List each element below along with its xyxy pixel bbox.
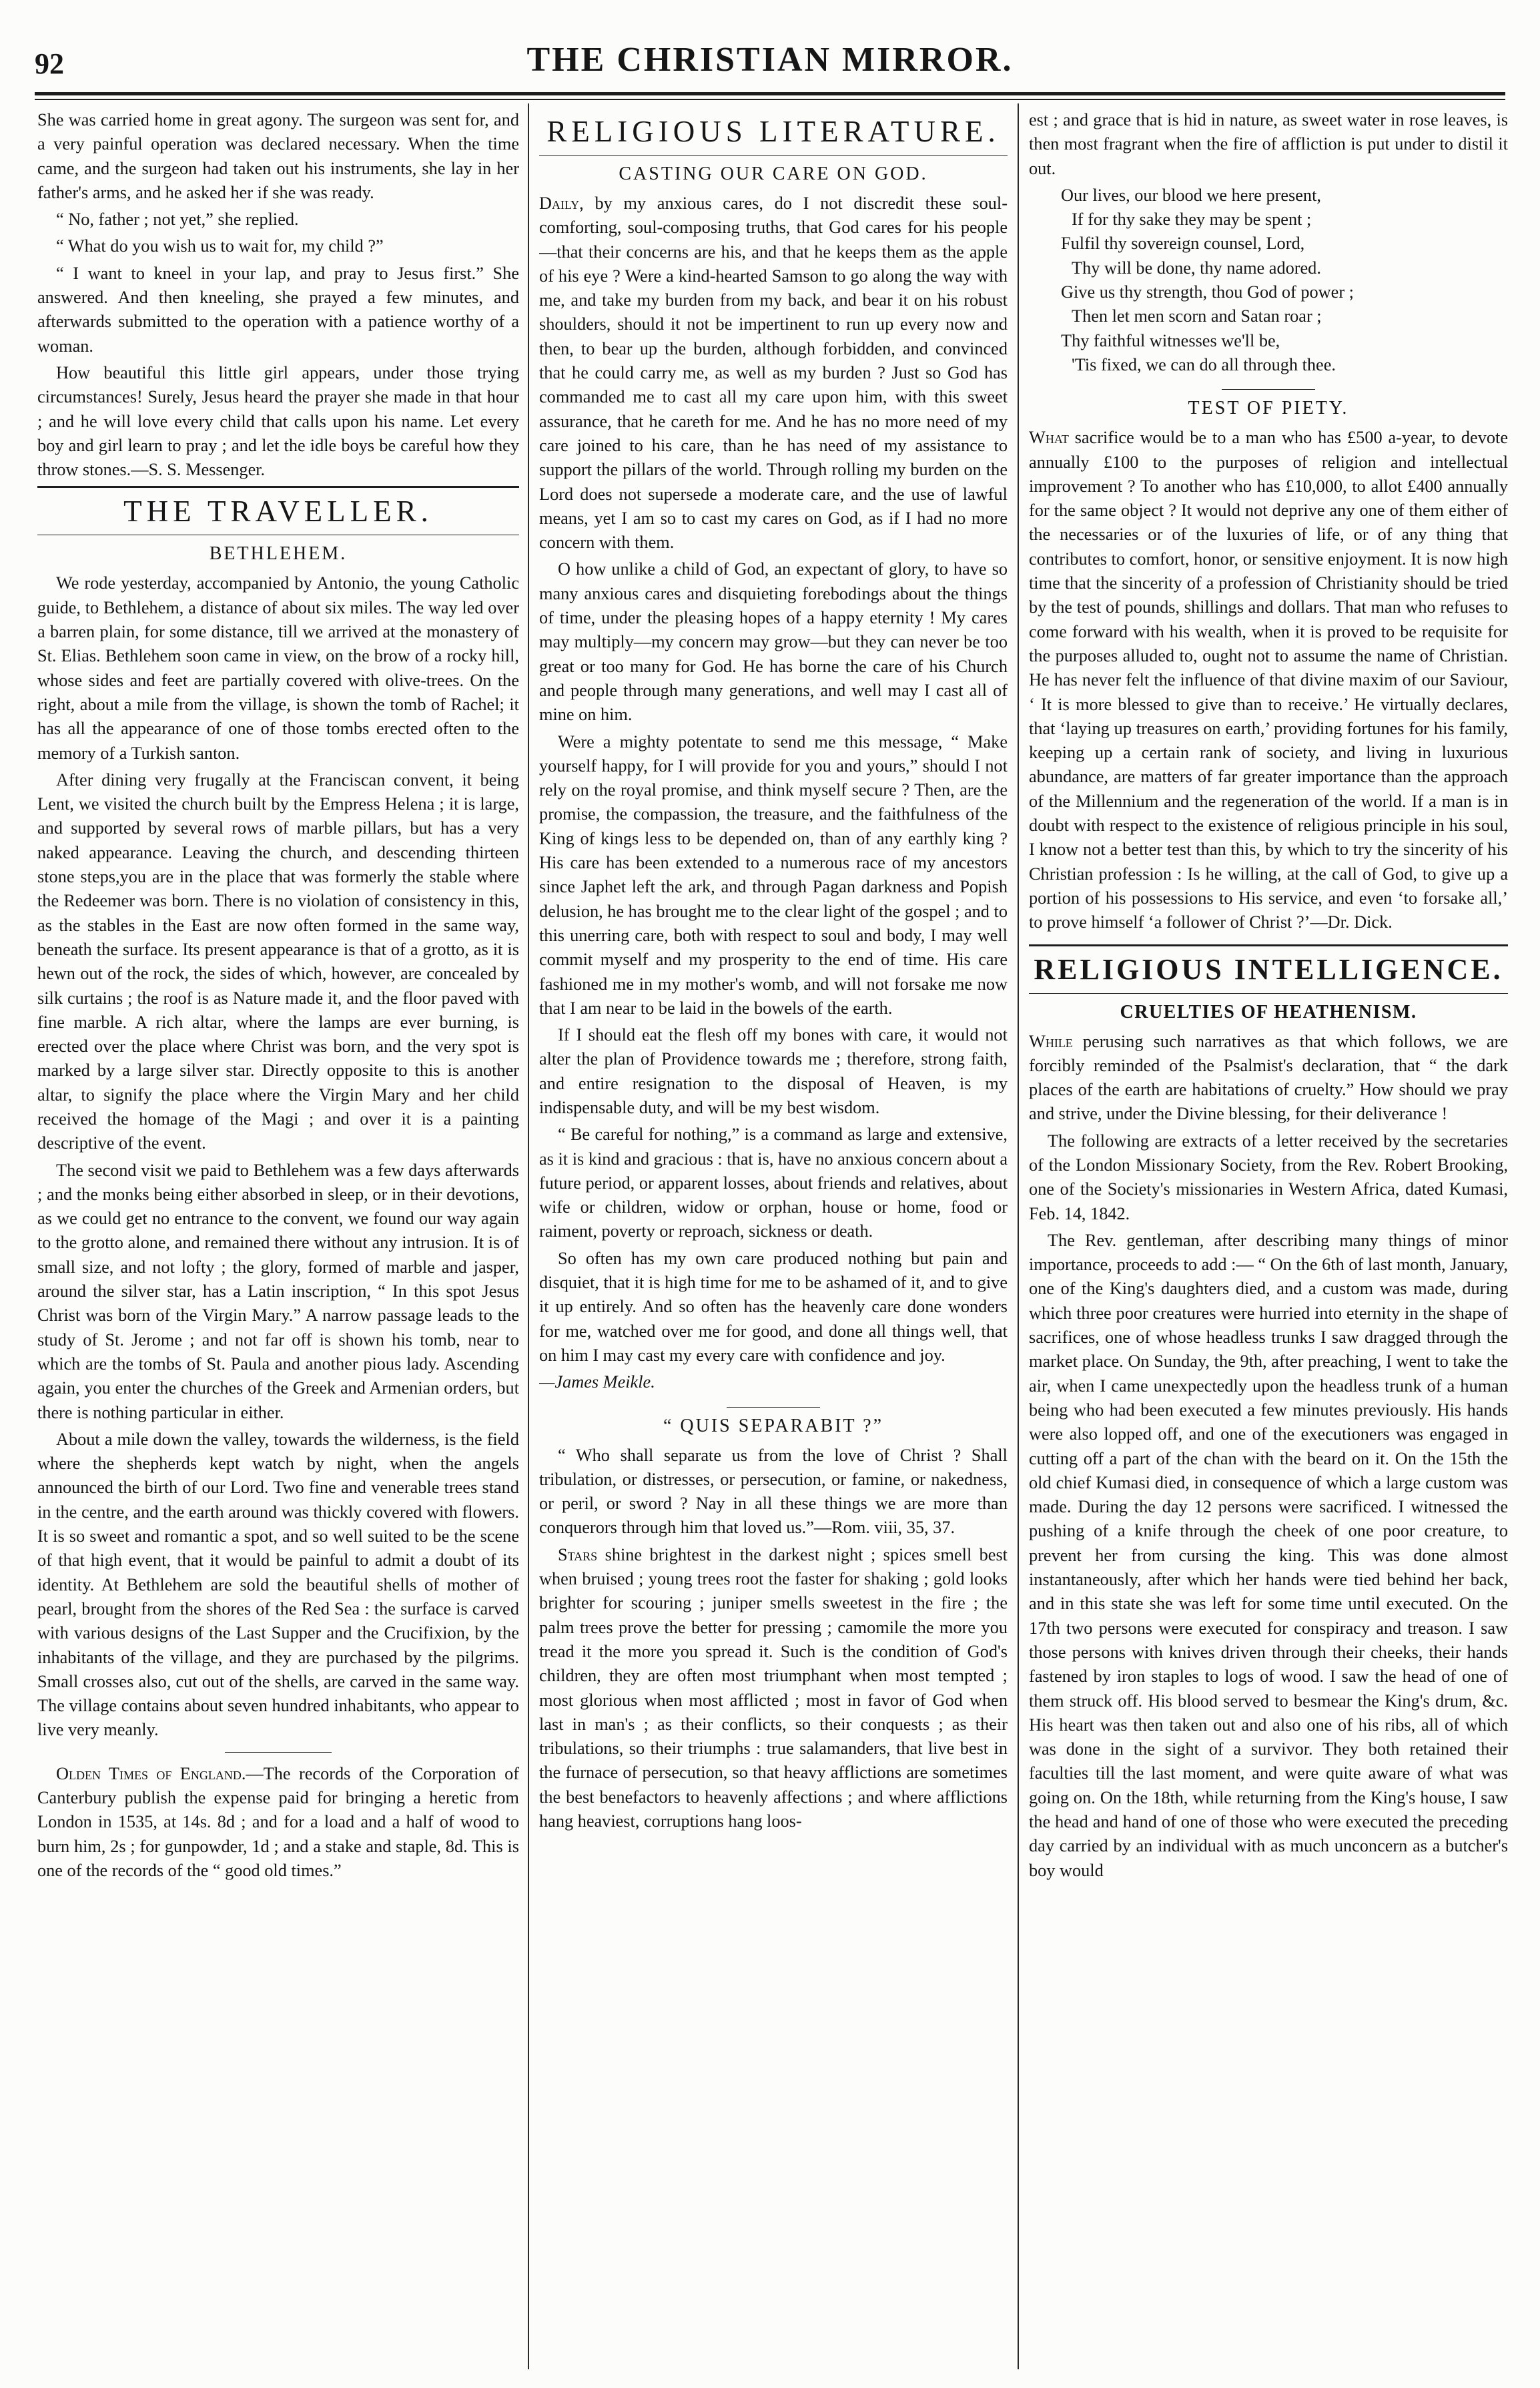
stars-paragraph (539, 1543, 1008, 1834)
newspaper-title: THE CHRISTIAN MIRROR. (526, 41, 1014, 79)
olden-times-text: —The records of the Corporation of Canterbury publish the expense paid for bringing a heretic from London in 1535, at 14s. 8d ; and for a load and a half of wood to burn him, 2s ; for gunpowder, 1d ; and a stake and staple, 8d. This is one of the records of the “ good old times.” (37, 1763, 519, 1880)
article-title-test-of-piety: TEST OF PIETY. (1188, 398, 1349, 419)
separator-rule (1222, 389, 1315, 390)
section-rule (37, 486, 519, 488)
verse-line: Our lives, our blood we here present, (1061, 185, 1321, 205)
section-title-traveller: THE TRAVELLER. (123, 495, 433, 529)
while-text: perusing such narratives as that which follows, we are forcibly reminded of the Psalmist's declaration, that “ the dark places of the earth are habitations of cruelty.” How should we pray and strive, under the Divine blessing, for their deliverance ! (1029, 1031, 1508, 1124)
verse-line: Thy will be done, thy name adored. (1072, 258, 1321, 278)
article-title-quis-separabit: “ QUIS SEPARABIT ?” (663, 1415, 883, 1436)
column-divider-2 (1018, 103, 1019, 2369)
verse-line: Then let men scorn and Satan roar ; (1072, 306, 1322, 326)
daily-text: by my anxious cares, do I not discredit these soul-comforting, soul-composing truths, that God cares for his people—that their concerns are his, and that he keeps them as the apple of his eye ? Were a kind-hearted Samson to go along the way with me, and take my burden from my back, and bear it on his robust shoulders, should it not be impertinent to run up every now and then, to bear up the burden, although forbidden, and convinced that he could carry me, as well as my burden ? Just so God has commanded me to cast all my care upon him, with this sweet assurance, that he careth for me. And he has no more need of my care joined to his care, than he has need of my assistance to support the pillars of the world. Through rolling my burden on the Lord does not supersede a moderate care, and the use of lawful means, yet I am so to cast my cares on God, as if I had no more concern with them. (539, 194, 1008, 553)
quis-paragraph: “ Who shall separate us from the love of Christ ? Shall tribulation, or distresses, or persecution, or famine, or nakedness, or peril, or sword ? Nay in all these things we are more than conquerors through him that loved us.”—Rom. viii, 35, 37. (539, 1445, 1008, 1538)
while-lead: While (1029, 1031, 1073, 1051)
verse-line: If for thy sake they may be spent ; (1072, 210, 1312, 230)
story-paragraph: “ I want to kneel in your lap, and pray to Jesus first.” She answered. And then kneeling, she prayed a few minutes, and afterwards submitted to the operation with a patience worthy of a woman. (37, 263, 519, 356)
article-paragraph: About a mile down the valley, towards the wilderness, is the field where the shepherds kept watch by night, when the angels announced the birth of our Lord. Two fine and venerable trees stand in the centre, and the earth around was thickly covered with flowers. It is so sweet and romantic a spot, and so well suited to be the scene of that high event, that it would be painful to admit a doubt of its identity. At Bethlehem are sold the beautiful shells of mother of pearl, brought from the shores of the Red Sea : the surface is carved with various designs of the Last Supper and the Crucifixion, by the inhabitants of the village, and they are purchased by the pilgrims. Small crosses also, cut out of the shells, are carved in the same way. The village contains about seven hundred inhabitants, who appear to live very meanly. (37, 1429, 519, 1740)
header-rule (35, 92, 1505, 95)
continued-paragraph: est ; and grace that is hid in nature, as sweet water in rose leaves, is then most fragrant when the fire of affliction is put under to distil it out. (1029, 110, 1508, 178)
verse-line: Thy faithful witnesses we'll be, (1061, 330, 1280, 350)
article-title-cruelties: CRUELTIES OF HEATHENISM. (1120, 1001, 1417, 1022)
article-paragraph: O how unlike a child of God, an expectant of glory, to have so many anxious cares and disquieting forebodings about the things of time, under the pleasing hopes of a happy eternity ! My cares may multiply—my concern may grow—but they can never be too great or too many for God. He has borne the care of his Church and people through many generations, and well may I cast all of mine on him. (539, 559, 1008, 725)
story-paragraph: She was carried home in great agony. The surgeon was sent for, and a very painful operation was declared necessary. When the time came, and the surgeon had taken out his instruments, she lay in her father's arms, and he asked her if she was ready. (37, 110, 519, 202)
article-title-bethlehem: BETHLEHEM. (209, 543, 348, 565)
article-paragraph: We rode yesterday, accompanied by Antonio, the young Catholic guide, to Bethlehem, a distance of about six miles. The way led over a barren plain, for some distance, till we arrived at the monastery of St. Elias. Bethlehem soon came in view, on the brow of a rocky hill, whose sides and feet are partially covered with olive-trees. On the right, about a mile from the village, is shown the tomb of Rachel; it has all the appearance of one of those tombs erected often to the memory of a Turkish santon. (37, 573, 519, 763)
olden-times-paragraph (37, 1762, 519, 1883)
page-number: 92 (35, 47, 64, 80)
column-divider-1 (528, 103, 529, 2369)
article-paragraph (1029, 1030, 1508, 1127)
column-3 (1029, 108, 1508, 2375)
article-paragraph: The second visit we paid to Bethlehem was a few days afterwards ; and the monks being either absorbed in sleep, or in their devotions, as we could get no entrance to the convent, we found our way again to the grotto alone, and remained there without any intrusion. It is of small size, and not lofty ; the glory, formed of marble and jasper, around the silver star, has a Latin inscription, “ In this spot Jesus Christ was born of the Virgin Mary.” A narrow passage leads to the study of St. Jerome ; and not far off is shown his tomb, near to which are the tombs of St. Paula and another pious lady. Ascending again, you enter the churches of the Greek and Armenian orders, but there is nothing particular in either. (37, 1160, 519, 1422)
article-paragraph: Were a mighty potentate to send me this message, “ Make yourself happy, for I will provide for you and yours,” should I not rely on the royal promise, and think myself secure ? Then, are the promise, the compassion, the treasure, and the faithfulness of the King of kings less to be depended on, than of any earthly king ? His care has been extended to a numerous race of my ancestors since Japhet left the ark, and through Pagan darkness and Popish delusion, he has brought me to the clear light of the gospel ; and to this unerring care, both with respect to soul and body, I may well commit myself and my prosperity to the end of time. His care fashioned me in my mother's womb, and will not forsake me now that I am near to be laid in the bowels of the earth. (539, 731, 1008, 1018)
story-paragraph: “ What do you wish us to wait for, my child ?” (56, 236, 384, 256)
verse-line: Give us thy strength, thou God of power ; (1061, 282, 1354, 302)
article-paragraph: The Rev. gentleman, after describing many things of minor importance, proceeds to add :— “ On the 6th of last month, January, one of the King's daughters died, and a custom was made, during which three poor creatures were hurried into eternity in the shape of sacrifices, one of whose headless trunks I saw dragged through the market place. On Sunday, the 9th, after preaching, I went to take the air, when I came unexpectedly upon the headless trunk of a human being who had been executed a few minutes previously. His hands were also lopped off, and one of the executioners was engaged in cutting off a part of the chan with the beard on it. On the 15th the old chief Kumasi died, in consequence of which a large custom was made. During the day 12 persons were sacrificed. I witnessed the pushing of a knife through the cheek of one poor creature, to prevent her from cursing the king. This was done almost instantaneously, after which her hands were tied behind her back, and in this state she was left for some time until executed. On the 17th two persons were executed for conspiracy and treason. I saw those persons with knives driven through their cheeks, their hands fastened by iron staples to logs of wood. I saw the head of one of them struck off. His blood served to besmear the King's drum, &c. His heart was then taken out and also one of his ribs, all of which was done in the sight of a survivor. They both retained their faculties till the last moment, and were quite aware of what was going on. On the 18th, while returning from the King's house, I saw the head and hand of one of those who were executed the preceding day carried by an individual with as much unconcern as a butcher's boy would (1029, 1230, 1508, 1880)
column-1 (37, 108, 519, 2375)
stars-text: shine brightest in the darkest night ; spices smell best when bruised ; young trees root the faster for shaking ; gold looks brighter for scouring ; juniper smells sweetest in the fire ; the palm trees prove the better for pressing ; camomile the more you tread it the more you spread it. Such is the condition of God's children, they are often most triumphant when most tempted ; most glorious when most afflicted ; most in favor of God when last in man's ; as their conflicts, so their conquests ; as their tribulations, so their triumphs : true salamanders, that live best in the furnace of persecution, so that heavy afflictions are sometimes the best benefactors to heavenly affections ; and where afflictions hang heaviest, corruptions hang loos- (539, 1544, 1008, 1831)
story-paragraph: How beautiful this little girl appears, under those trying circumstances! Surely, Jesus heard the prayer she made in that hour ; and he will love every child that calls upon his name. Let every boy and girl learn to pray ; and let the idle boys be careful how they throw stones.—S. S. Messenger. (37, 362, 519, 480)
story-paragraph: “ No, father ; not yet,” she replied. (56, 210, 299, 230)
column-2 (539, 108, 1008, 2375)
article-paragraph: The following are extracts of a letter received by the secretaries of the London Missionary Society, from the Rev. Robert Brooking, one of the Society's missionaries in Western Africa, dated Kumasi, Feb. 14, 1842. (1029, 1131, 1508, 1223)
verse-line: 'Tis fixed, we can do all through thee. (1072, 354, 1336, 374)
article-paragraph: After dining very frugally at the Franciscan convent, it being Lent, we visited the church built by the Empress Helena ; it is large, and supported by several rows of marble pillars, but has a very naked appearance. Leaving the church, and descending thirteen stone steps,you are in the place that was formerly the stable where the Redeemer was born. There is no violation of consistency in this, as the stables in the East are now often formed in the same way, beneath the surface. Its present appearance is that of a grotto, as it is hewn out of the rock, the sides of which, however, are concealed by silk curtains ; the roof is as Nature made it, and the floor paved with fine marble. A rich altar, where the lamps are ever burning, is erected over the place where Christ was born, and the very spot is marked by a large silver star. Directly opposite to this is another altar, to signify the place where the Virgin Mary and her child received the homage of the Magi ; and over it is a painting descriptive of the event. (37, 770, 519, 1153)
stars-lead: Stars (558, 1544, 598, 1564)
daily-lead: Daily, (539, 194, 584, 213)
article-paragraph: “ Be careful for nothing,” is a command as large and extensive, as it is kind and gracious : that is, have no anxious concern about a future period, or apparent losses, about friends and relatives, about wife or children, widow or orphan, house or home, food or raiment, poverty or reproach, sickness or death. (539, 1125, 1008, 1241)
article-paragraph: If I should eat the flesh off my bones with care, it would not alter the plan of Providence towards me ; therefore, strong faith, and entire resignation to the disposal of Heaven, is my indispensable duty, and will be my best wisdom. (539, 1025, 1008, 1117)
section-title-religious-intelligence: RELIGIOUS INTELLIGENCE. (1034, 952, 1503, 986)
section-rule (1029, 944, 1508, 946)
poem-verse (1061, 184, 1508, 377)
separator-rule (727, 1407, 820, 1408)
verse-line: Fulfil thy sovereign counsel, Lord, (1061, 234, 1305, 254)
article-paragraph: So often has my own care produced nothing but pain and disquiet, that it is high time for me to be ashamed of it, and to give it up entirely. And so often has the heavenly care done wonders for me, watched over me for good, and done all things well, that on him I may cast my every care with confidence and joy. (539, 1248, 1008, 1365)
olden-times-lead: Olden Times of England. (56, 1763, 246, 1783)
article-title-casting-care: CASTING OUR CARE ON GOD. (619, 164, 928, 184)
piety-text: sacrifice would be to a man who has £500 a-year, to devote annually £100 to the purposes of religion and intellectual improvement ? To another who has £10,000, to allot £400 annually for the same object ? It would not deprive any one of them either of the necessaries or of the luxuries of life, or of any thing that contributes to comfort, honor, or sensitive enjoyment. It is now high time that the sincerity of a profession of Christianity should be tried by the test of pounds, shillings and dollars. That man who refuses to come forward with his wealth, when it is proved to be requisite for the purposes alluded to, ought not to assume the name of Christian. He has never felt the influence of that divine maxim of our Saviour, ‘ It is more blessed to give than to receive.’ He virtually declares, that ‘laying up treasures on earth,’ providing fortunes for his family, keeping up a certain rank of society, and living in luxurious abundance, are matters of far greater importance than the approach of the Millennium and the regeneration of the world. If a man is in doubt with respect to the existence of religious principle in his soul, I know not a better test than this, by which to try the sincerity of his Christian profession : Is he willing, at the call of God, to give up a portion of his possessions to His service, and even ‘to forsake all,’ to prove himself ‘a follower of Christ ?’—Dr. Dick. (1029, 428, 1508, 932)
section-rule (1029, 993, 1508, 994)
article-author: —James Meikle. (539, 1372, 655, 1392)
header-rule-thin (35, 99, 1505, 100)
separator-rule (225, 1752, 332, 1753)
piety-paragraph (1029, 426, 1508, 934)
section-rule (539, 155, 1008, 156)
piety-lead: What (1029, 428, 1069, 448)
section-title-religious-literature: RELIGIOUS LITERATURE. (546, 115, 1000, 148)
article-paragraph (539, 192, 1008, 555)
